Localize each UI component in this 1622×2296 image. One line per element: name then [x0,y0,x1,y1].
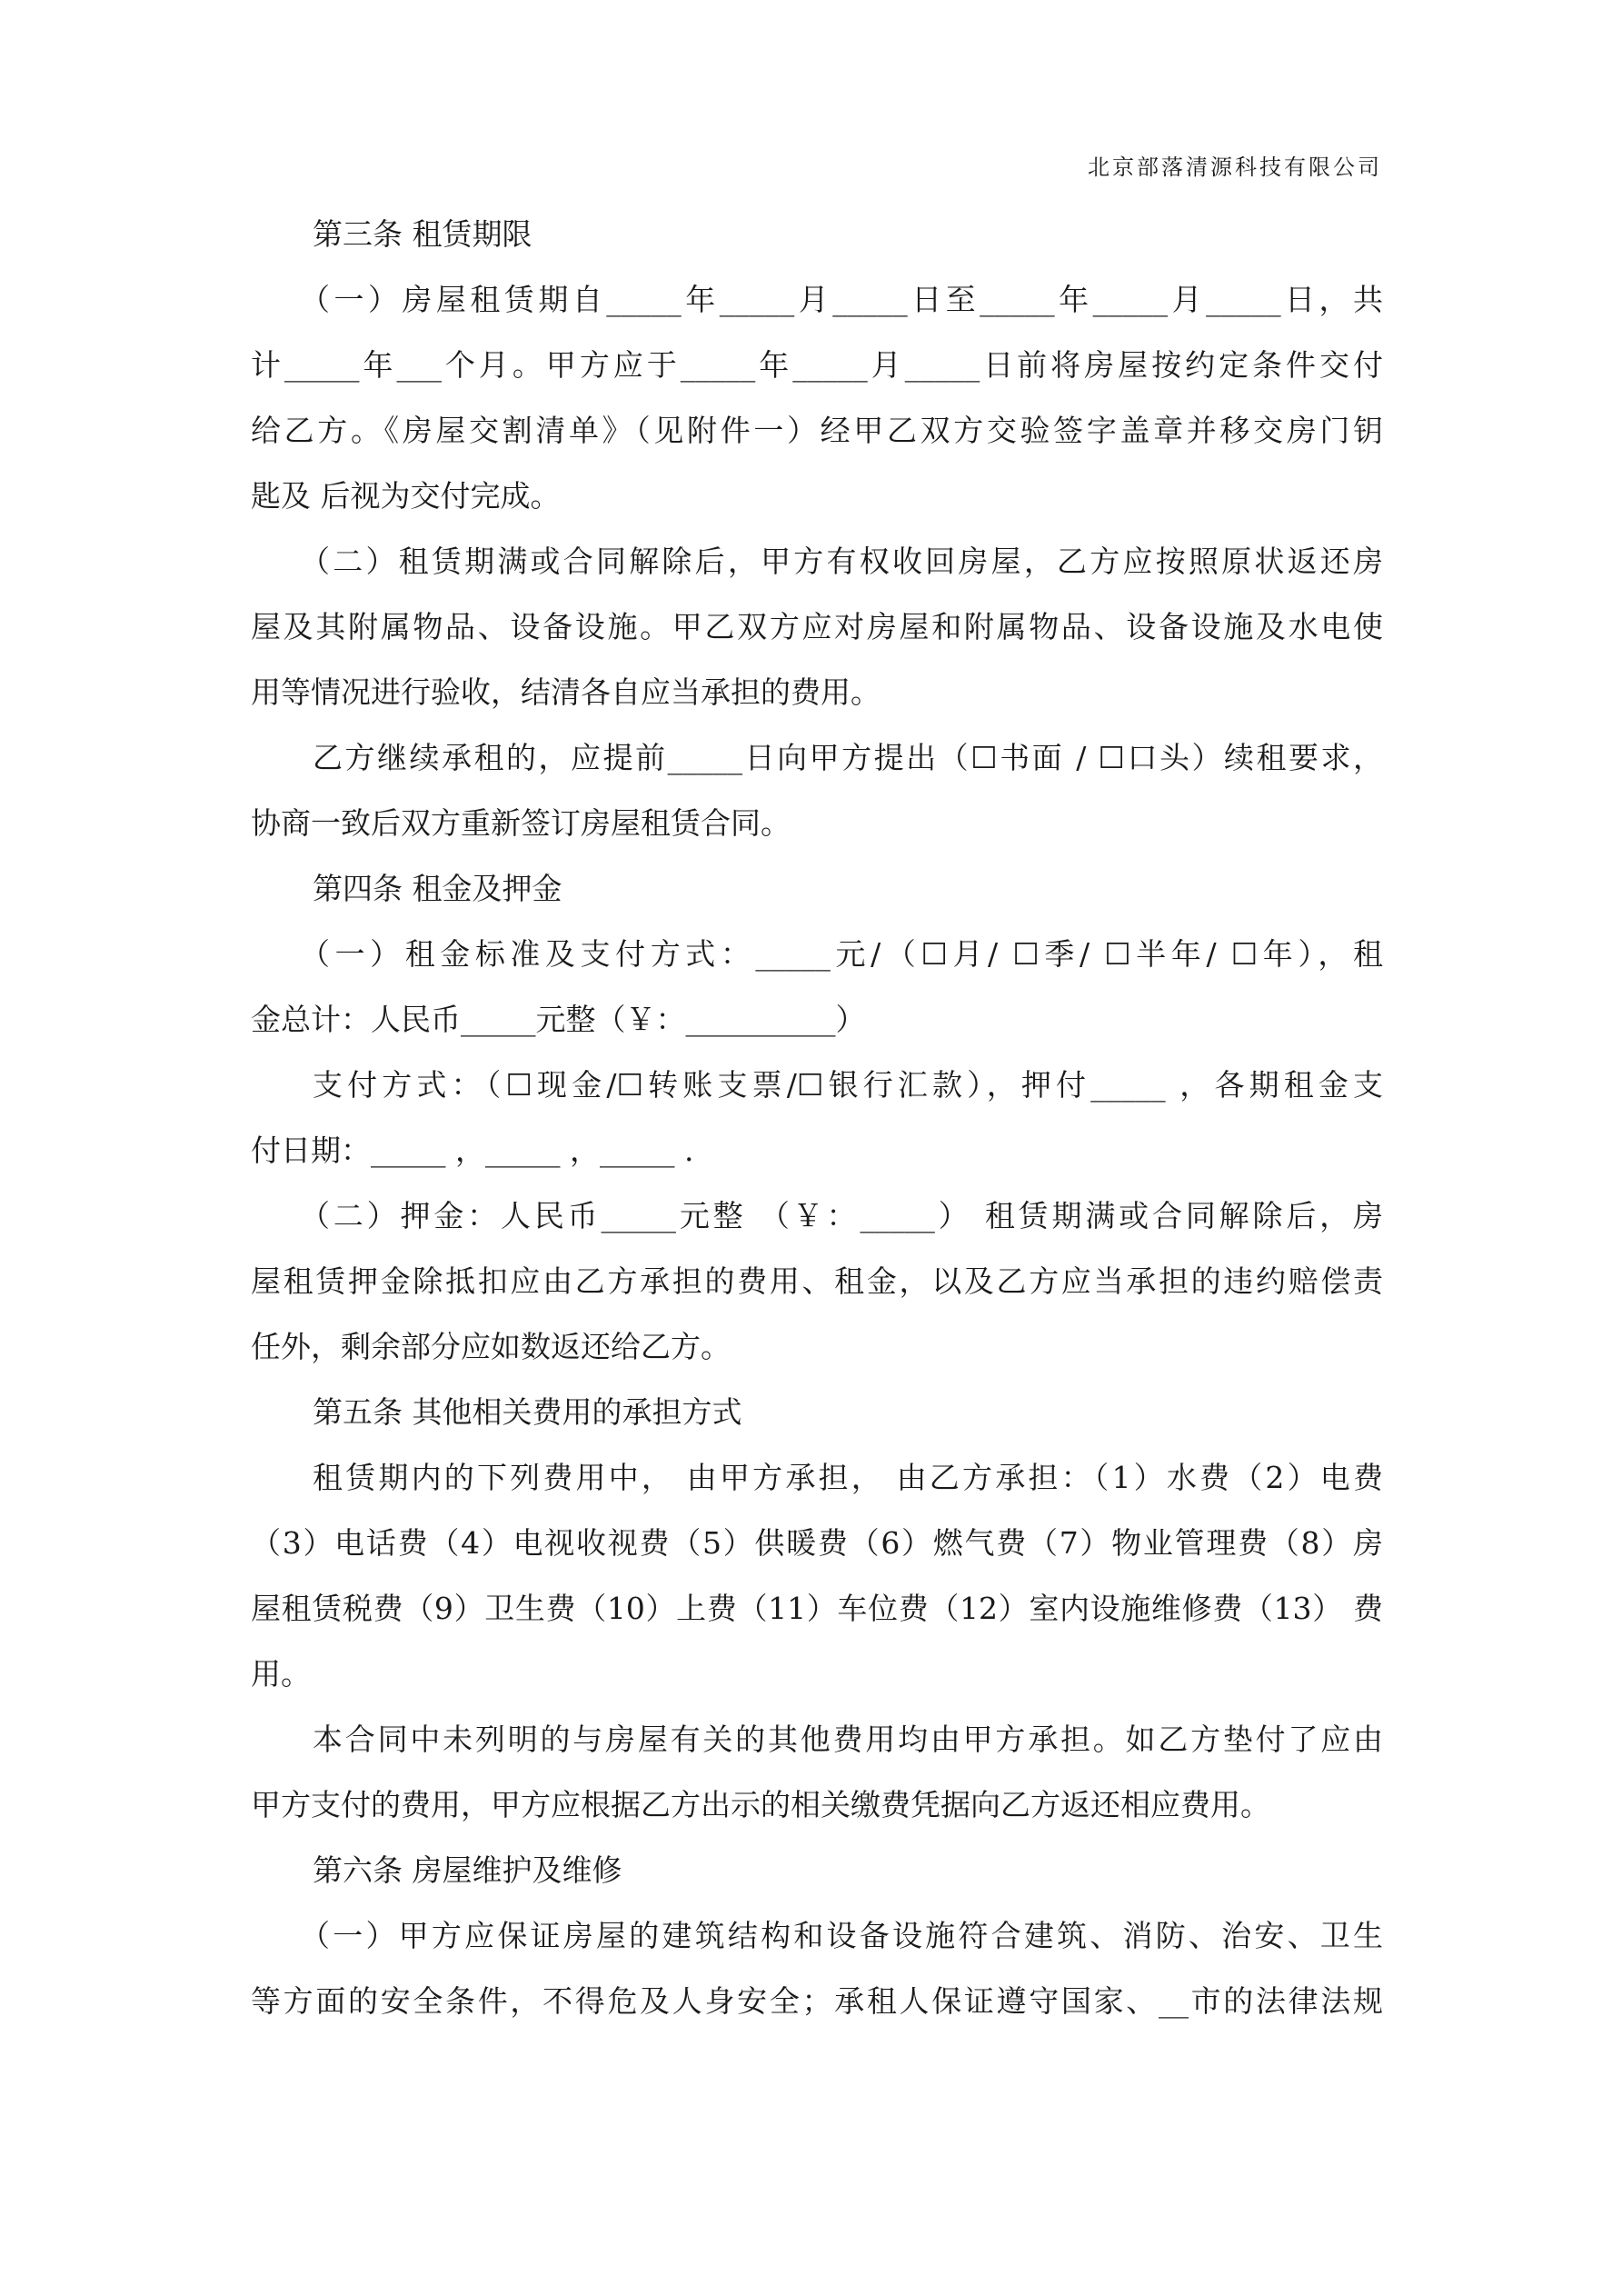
paragraph-line: 匙及 后视为交付完成。 [251,478,561,514]
article-3-heading: 第三条 租赁期限 [313,216,532,252]
paragraph-line: （一）甲方应保证房屋的建筑结构和设备设施符合建筑、消防、治安、卫生 [300,1918,1383,1953]
paragraph-line: 用等情况进行验收，结清各自应当承担的费用。 [251,674,881,710]
paragraph-line: 屋及其附属物品、设备设施。甲乙双方应对房屋和附属物品、设备设施及水电使 [251,609,1383,644]
paragraph-line: （一）租金标准及支付方式：_____元/（☐月/ ☐季/ ☐半年/ ☐年），租 [300,936,1383,972]
paragraph-line: 金总计：人民币_____元整（￥：__________） [251,1002,866,1037]
paragraph-line: 本合同中未列明的与房屋有关的其他费用均由甲方承担。如乙方垫付了应由 [313,1722,1383,1757]
article-4-heading: 第四条 租金及押金 [313,871,562,906]
paragraph-line: 甲方支付的费用，甲方应根据乙方出示的相关缴费凭据向乙方返还相应费用。 [251,1787,1270,1822]
paragraph-line: 协商一致后双方重新签订房屋租赁合同。 [251,805,791,841]
paragraph-line: （二）租赁期满或合同解除后，甲方有权收回房屋，乙方应按照原状返还房 [300,544,1383,579]
paragraph-line: （一）房屋租赁期自_____年_____月_____日至_____年_____月_____日，共 [300,282,1383,317]
paragraph-line: 支付方式：（☐现金/☐转账支票/☐银行汇款），押付_____ ，各期租金支 [313,1067,1383,1103]
paragraph-line: （3）电话费（4）电视收视费（5）供暖费（6）燃气费（7）物业管理费（8）房 [251,1525,1383,1561]
paragraph-line: 等方面的安全条件，不得危及人身安全；承租人保证遵守国家、__市的法律法规 [251,1983,1383,2019]
paragraph-line: 屋租赁押金除抵扣应由乙方承担的费用、租金，以及乙方应当承担的违约赔偿责 [251,1263,1383,1299]
paragraph-line: 屋租赁税费（9）卫生费（10）上费（11）车位费（12）室内设施维修费（13） 费 [251,1591,1383,1626]
article-6-heading: 第六条 房屋维护及维修 [313,1852,622,1888]
paragraph-line: （二）押金：人民币_____元整 （￥：_____） 租赁期满或合同解除后，房 [300,1198,1383,1233]
paragraph-line: 计_____年___个月。甲方应于_____年_____月_____日前将房屋按约定条件交付 [251,347,1383,383]
paragraph-line: 用。 [251,1656,311,1692]
paragraph-line: 付日期：_____ ，_____ ，_____ . [251,1133,694,1168]
paragraph-line: 乙方继续承租的，应提前_____日向甲方提出（☐书面 / ☐口头）续租要求， [313,740,1383,775]
paragraph-line: 任外，剩余部分应如数返还给乙方。 [251,1329,731,1364]
article-5-heading: 第五条 其他相关费用的承担方式 [313,1394,742,1430]
contract-body [251,202,1383,2034]
company-header: 北京部落清源科技有限公司 [1088,155,1382,180]
paragraph-line: 给乙方。《房屋交割清单》（见附件一）经甲乙双方交验签字盖章并移交房门钥 [251,413,1383,448]
paragraph-line: 租赁期内的下列费用中， 由甲方承担， 由乙方承担：（1）水费（2）电费 [313,1460,1383,1495]
